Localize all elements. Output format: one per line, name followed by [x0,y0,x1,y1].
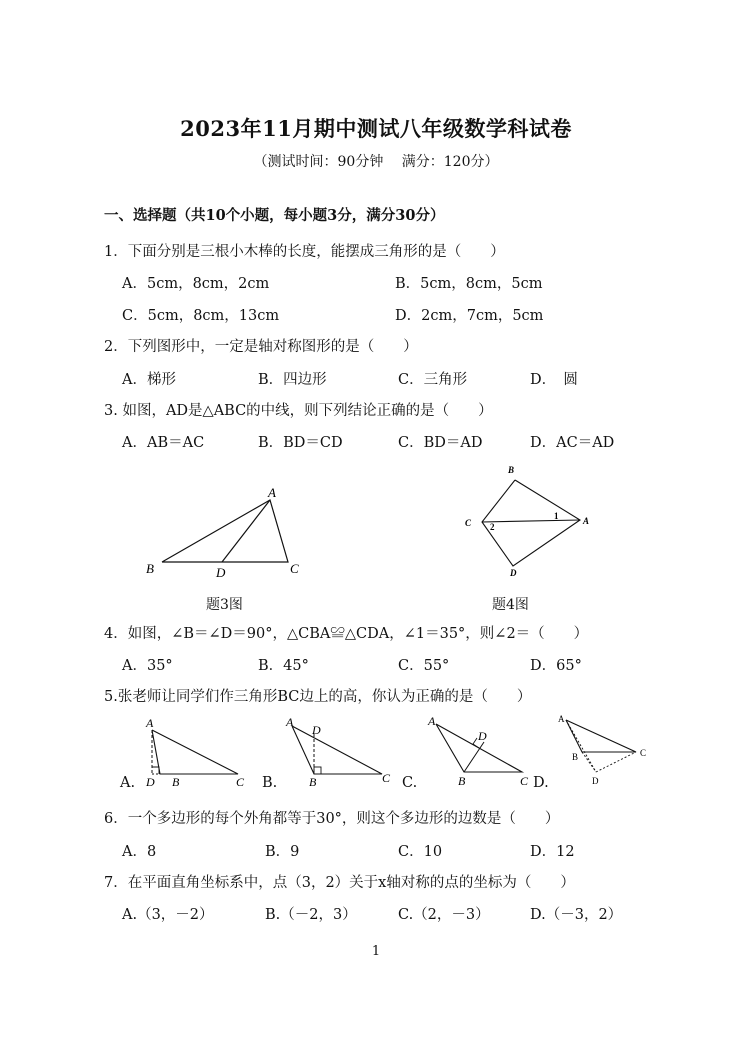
right-angle-mark [314,767,321,774]
question-7-option-b: B.（－2，3） [265,907,357,923]
label-c: C [382,771,391,785]
label-d: D [146,775,155,788]
label-b: B [146,561,154,576]
label-c: C [465,518,472,528]
question-5-figure-b [282,712,397,788]
question-2-option-c: C．三角形 [398,372,468,388]
question-5-stem: 5.张老师让同学们作三角形BC边上的高，你认为正确的是（ ） [104,689,532,705]
label-d: D [478,729,487,743]
triangle-d [566,720,636,752]
question-6-option-c: C．10 [398,844,443,860]
question-2-option-d: D． 圆 [530,372,578,388]
label-d: D [592,776,599,786]
question-5-option-a: A. [120,775,136,791]
question-4-stem: 4．如图，∠B＝∠D＝90°，△CBA≌△CDA，∠1＝35°，则∠2＝（ ） [104,626,589,642]
question-4-option-a: A．35° [122,658,173,674]
question-5-option-c: C. [402,775,418,791]
question-3-option-a: A．AB＝AC [122,435,205,451]
label-c: C [520,774,529,788]
question-1-stem: 1．下面分别是三根小木棒的长度，能摆成三角形的是（ ） [104,244,505,260]
label-c: C [236,775,245,788]
quadrilateral-abcd [482,480,580,566]
label-d: D [216,565,226,580]
question-1-option-d: D．2cm，7cm，5cm [395,308,544,324]
altitude-d [596,752,636,772]
label-a: A [583,516,590,526]
triangle-abc [162,500,288,562]
question-3-option-c: C．BD＝AD [398,435,483,451]
question-1-option-b: B．5cm，8cm，5cm [395,276,543,292]
triangle-a [152,730,238,774]
question-3-stem: 3. 如图，AD是△ABC的中线，则下列结论正确的是（ ） [104,403,493,419]
question-4-option-d: D．65° [530,658,582,674]
right-angle-mark [152,767,159,774]
question-5-figure-a [140,712,250,788]
question-2-option-a: A．梯形 [122,372,176,388]
question-7-option-d: D.（－3，2） [530,907,623,923]
exam-info: （测试时间：90分钟 满分：120分） [253,154,499,170]
label-b: B [572,752,579,762]
question-3-figure [140,480,320,580]
question-7-stem: 7．在平面直角坐标系中，点（3，2）关于x轴对称的点的坐标为（ ） [104,875,575,891]
label-a: A [558,714,565,724]
triangle-b [292,726,382,774]
angle-1-label: 1 [554,511,559,521]
label-c: C [640,748,647,758]
question-4-figure [460,462,600,582]
label-d: D [510,568,517,578]
label-b: B [508,465,515,475]
question-5-figure-d [554,710,664,790]
label-a: A [286,715,294,729]
question-6-stem: 6．一个多边形的每个外角都等于30°，则这个多边形的边数是（ ） [104,811,560,827]
label-c: C [290,561,299,576]
median-ad [222,500,270,562]
question-5-option-d: D. [533,775,549,791]
question-3-option-b: B．BD＝CD [258,435,343,451]
section-heading: 一、选择题（共10个小题，每小题3分，满分30分） [104,207,445,224]
question-4-option-c: C．55° [398,658,450,674]
question-4-option-b: B．45° [258,658,309,674]
label-a: A [146,716,154,730]
question-5-option-b: B. [262,775,278,791]
question-3-figure-caption: 题3图 [206,597,243,613]
page-number: 1 [371,944,381,959]
label-a: A [428,714,436,728]
label-b: B [172,775,180,788]
question-6-option-b: B．9 [265,844,300,860]
question-1-option-c: C．5cm，8cm，13cm [122,308,280,324]
question-2-option-b: B．四边形 [258,372,327,388]
label-b: B [458,774,466,788]
question-1-option-a: A．5cm，8cm，2cm [122,276,270,292]
angle-2-label: 2 [490,522,495,532]
question-5-figure-c [424,712,539,788]
question-2-stem: 2．下列图形中，一定是轴对称图形的是（ ） [104,339,418,355]
question-4-figure-caption: 题4图 [492,597,529,613]
question-6-option-a: A．8 [122,844,157,860]
label-d: D [312,723,321,737]
altitude-c [464,742,484,772]
page-title: 2023年11月期中测试八年级数学科试卷 [180,116,572,141]
question-7-option-c: C.（2，－3） [398,907,490,923]
question-3-option-d: D．AC＝AD [530,435,615,451]
question-7-option-a: A.（3，－2） [122,907,214,923]
label-b: B [309,775,317,788]
label-a: A [268,485,276,500]
diagonal-ca [482,520,580,522]
question-6-option-d: D．12 [530,844,575,860]
